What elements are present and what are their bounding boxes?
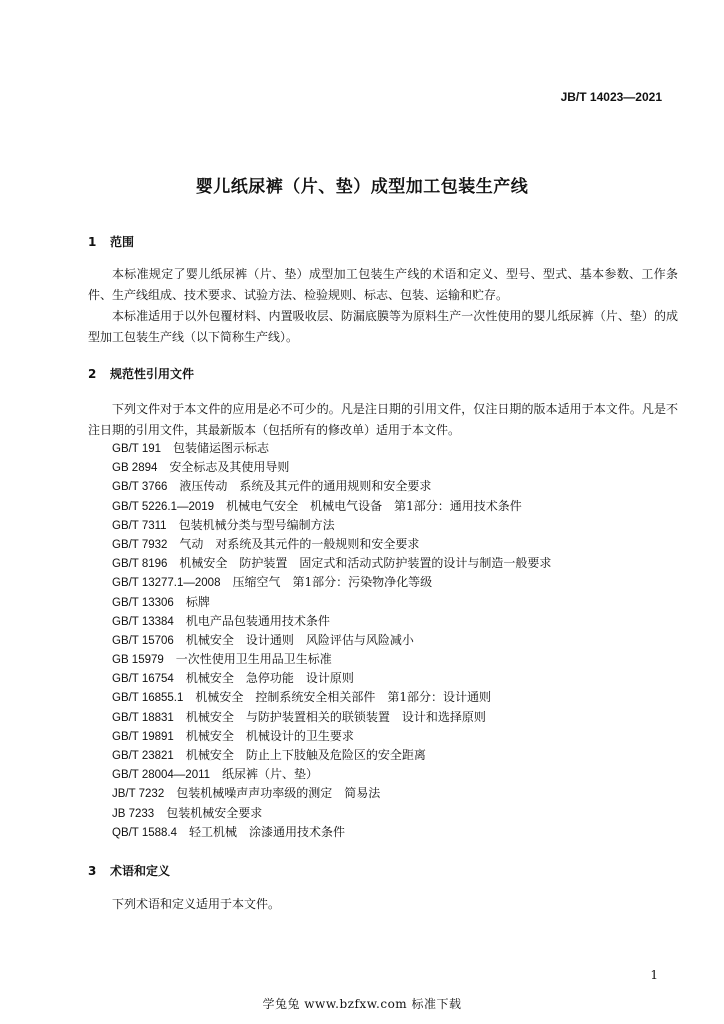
- reference-title: 机械安全 防护装置 固定式和活动式防护装置的设计与制造一般要求: [179, 556, 552, 571]
- reference-title: 包装机械安全要求: [166, 805, 263, 820]
- reference-item: [112, 593, 551, 612]
- scope-paragraph-2: 本标准适用于以外包覆材料、内置吸收层、防漏底膜等为原料生产一次性使用的婴儿纸尿裤（片、垫）的成型加工包装生产线（以下简称生产线）。: [88, 309, 678, 344]
- reference-item: [112, 439, 551, 458]
- section-title: 术语和定义: [110, 864, 171, 878]
- reference-title: 包装机械分类与型号编制方法: [178, 517, 335, 532]
- reference-item: [112, 669, 551, 688]
- reference-code: GB/T 16754: [112, 673, 174, 686]
- reference-item: [112, 784, 551, 803]
- reference-title: 机械安全 急停功能 设计原则: [185, 671, 354, 686]
- reference-item: [112, 497, 551, 516]
- reference-item: [112, 554, 551, 573]
- reference-title: 液压传动 系统及其元件的通用规则和安全要求: [179, 479, 432, 494]
- section-number: 3: [88, 864, 97, 878]
- reference-item: [112, 823, 551, 842]
- reference-item: [112, 516, 551, 535]
- reference-title: 机械安全 防止上下肢触及危险区的安全距离: [185, 748, 426, 762]
- standard-code: JB/T 14023—2021: [560, 90, 662, 104]
- reference-code: GB/T 191: [112, 443, 162, 455]
- reference-code: GB/T 13306: [112, 596, 174, 609]
- reference-title: 一次性使用卫生用品卫生标准: [175, 652, 332, 667]
- reference-item: [112, 688, 551, 707]
- reference-item: [112, 631, 551, 650]
- reference-code: GB/T 13384: [112, 615, 174, 628]
- reference-code: GB/T 5226.1—2019: [112, 500, 215, 513]
- reference-code: GB/T 13277.1—2008: [112, 577, 221, 590]
- reference-code: GB/T 16855.1: [112, 692, 184, 705]
- reference-item: [112, 727, 551, 746]
- section-1-heading: [88, 233, 134, 250]
- reference-code: GB/T 15706: [112, 634, 174, 647]
- reference-title: 安全标志及其使用导则: [169, 460, 290, 475]
- reference-item: [112, 804, 551, 823]
- reference-title: 机械安全 设计通则 风险评估与风险减小: [185, 632, 414, 647]
- reference-title: 机械电气安全 机械电气设备 第1部分：通用技术条件: [226, 498, 522, 513]
- reference-item: [112, 765, 551, 784]
- reference-item: [112, 746, 551, 765]
- section-2-heading: [88, 365, 194, 382]
- reference-title: 轻工机械 涂漆通用技术条件: [189, 824, 346, 839]
- references-intro: 下列文件对于本文件的应用是必不可少的。凡是注日期的引用文件，仅注日期的版本适用于本文件。凡是不注日期的引用文件，其最新版本（包括所有的修改单）适用于本文件。: [88, 402, 678, 437]
- reference-code: GB/T 23821: [112, 750, 174, 762]
- document-title: 婴儿纸尿裤（片、垫）成型加工包装生产线: [195, 177, 529, 197]
- reference-title: 机电产品包装通用技术条件: [185, 613, 330, 628]
- reference-item: [112, 708, 551, 727]
- section-title: 规范性引用文件: [110, 367, 195, 381]
- page-number: 1: [650, 968, 658, 982]
- reference-code: GB/T 3766: [112, 481, 168, 494]
- reference-title: 包装机械噪声声功率级的测定 简易法: [176, 786, 381, 801]
- watermark: 学兔兔 www.bzfxw.com 标准下载: [262, 997, 462, 1011]
- reference-item: [112, 458, 551, 477]
- reference-title: 机械安全 机械设计的卫生要求: [185, 728, 354, 743]
- reference-item: [112, 612, 551, 631]
- reference-code: GB/T 7311: [112, 519, 167, 532]
- reference-code: GB/T 19891: [112, 730, 174, 743]
- reference-code: GB/T 18831: [112, 711, 174, 724]
- reference-code: GB/T 8196: [112, 558, 168, 571]
- reference-item: [112, 477, 551, 496]
- reference-title: 包装储运图示标志: [173, 441, 270, 455]
- terms-intro: 下列术语和定义适用于本文件。: [112, 897, 281, 911]
- reference-item: [112, 535, 551, 554]
- reference-code: GB/T 28004—2011: [112, 769, 211, 782]
- section-number: 1: [88, 235, 97, 249]
- scope-paragraph-1: 本标准规定了婴儿纸尿裤（片、垫）成型加工包装生产线的术语和定义、型号、型式、基本参数、工作条件、生产线组成、技术要求、试验方法、检验规则、标志、包装、运输和贮存。: [88, 267, 678, 302]
- reference-title: 压缩空气 第1部分：污染物净化等级: [232, 575, 433, 590]
- reference-code: JB 7233: [112, 807, 155, 820]
- reference-code: GB 15979: [112, 654, 164, 667]
- reference-item: [112, 650, 551, 669]
- reference-title: 机械安全 与防护装置相关的联锁装置 设计和选择原则: [185, 709, 486, 724]
- reference-code: QB/T 1588.4: [112, 826, 177, 839]
- reference-item: [112, 573, 551, 592]
- reference-title: 机械安全 控制系统安全相关部件 第1部分：设计通则: [195, 690, 492, 705]
- reference-title: 气动 对系统及其元件的一般规则和安全要求: [179, 536, 420, 551]
- reference-code: JB/T 7232: [112, 788, 165, 801]
- section-3-heading: [88, 862, 170, 879]
- section-title: 范围: [110, 235, 135, 249]
- reference-title: 纸尿裤（片、垫）: [222, 767, 319, 782]
- reference-list: [112, 439, 551, 842]
- section-number: 2: [88, 367, 97, 381]
- reference-code: GB/T 7932: [112, 538, 168, 551]
- reference-title: 标牌: [185, 594, 210, 609]
- reference-code: GB 2894: [112, 462, 158, 475]
